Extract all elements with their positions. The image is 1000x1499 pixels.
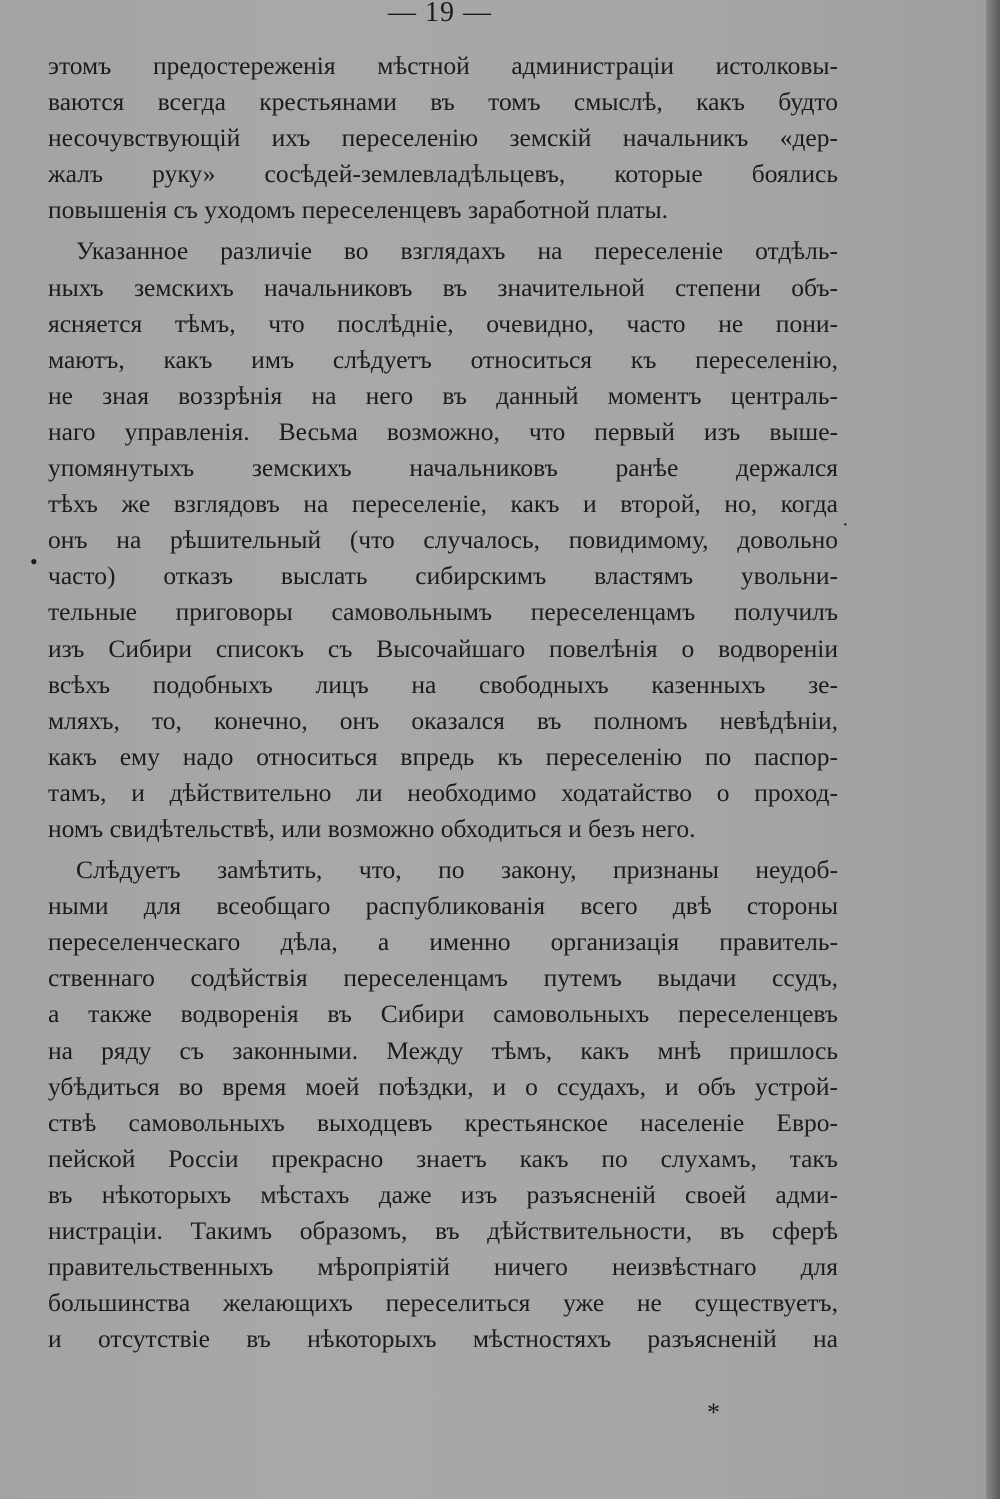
text-line: ственнаго содѣйствія переселенцамъ путемъ выдачи ссудъ,: [48, 963, 838, 993]
margin-bullet-mark: •: [30, 549, 38, 574]
body-text: [48, 48, 838, 1357]
text-line: въ нѣкоторыхъ мѣстахъ даже изъ разъясненій своей адми-: [48, 1179, 838, 1209]
text-line: не зная воззрѣнія на него въ данный моментъ централь-: [48, 380, 838, 410]
text-line: какъ ему надо относиться впредь къ переселенію по паспор-: [48, 741, 838, 771]
margin-dot-mark: ·: [842, 514, 849, 536]
text-line: тамъ, и дѣйствительно ли необходимо ходатайство о проход-: [48, 777, 838, 807]
text-line: тѣхъ же взглядовъ на переселеніе, какъ и второй, но, когда: [48, 489, 838, 519]
text-line: маютъ, какъ имъ слѣдуетъ относиться къ переселенію,: [48, 344, 838, 374]
text-line: изъ Сибири списокъ съ Высочайшаго повелѣнія о водвореніи: [48, 633, 838, 663]
paragraph-start-line: Слѣдуетъ замѣтить, что, по закону, признаны неудоб-: [76, 855, 838, 885]
text-line: жалъ руку» сосѣдей-землевладѣльцевъ, которые боялись: [48, 159, 838, 189]
text-line: ясняется тѣмъ, что послѣдніе, очевидно, часто не пони-: [48, 308, 838, 338]
text-line: а также водворенія въ Сибири самовольныхъ переселенцевъ: [48, 999, 838, 1029]
text-line: наго управленія. Весьма возможно, что первый изъ выше-: [48, 416, 838, 446]
text-line: переселенческаго дѣла, а именно организація правитель-: [48, 927, 838, 957]
text-line: этомъ предостереженія мѣстной администраціи истолковы-: [48, 51, 838, 80]
text-line: несочувствующій ихъ переселенію земскій начальникъ «дер-: [48, 123, 838, 153]
text-line: ными для всеобщаго распубликованія всего двѣ стороны: [48, 891, 838, 921]
page-edge-shadow: [986, 0, 1000, 1499]
text-line: упомянутыхъ земскихъ начальниковъ ранѣе держался: [48, 453, 838, 483]
text-line: мляхъ, то, конечно, онъ оказался въ полномъ невѣдѣніи,: [48, 705, 838, 735]
text-line: часто) отказъ выслать сибирскимъ властямъ увольни-: [48, 561, 838, 591]
text-line: тельные приговоры самовольнымъ переселенцамъ получилъ: [48, 597, 838, 627]
text-line: номъ свидѣтельствѣ, или возможно обходиться и безъ него.: [48, 813, 696, 843]
text-line: и отсутствіе въ нѣкоторыхъ мѣстностяхъ разъясненій на: [48, 1324, 838, 1354]
text-line: ныхъ земскихъ начальниковъ въ значительной степени объ-: [48, 272, 838, 302]
text-line: повышенія съ уходомъ переселенцевъ заработной платы.: [48, 195, 669, 225]
text-line: ваются всегда крестьянами въ томъ смыслѣ, какъ будто: [48, 87, 838, 117]
text-line: на ряду съ законными. Между тѣмъ, какъ мнѣ пришлось: [48, 1035, 838, 1065]
text-line: всѣхъ подобныхъ лицъ на свободныхъ казенныхъ зе-: [48, 669, 838, 699]
text-line: нистраціи. Такимъ образомъ, въ дѣйствительности, въ сферѣ: [48, 1216, 838, 1245]
signature-asterisk-mark: *: [707, 1398, 720, 1427]
text-line: онъ на рѣшительный (что случалось, повидимому, довольно: [48, 525, 838, 555]
text-line: пейской Россіи прекрасно знаетъ какъ по слухамъ, такъ: [48, 1143, 838, 1173]
text-line: ствѣ самовольныхъ выходцевъ крестьянское населеніе Евро-: [48, 1107, 838, 1137]
text-line: большинства желающихъ переселиться уже не существуетъ,: [48, 1288, 838, 1318]
paragraph-start-line: Указанное различіе во взглядахъ на переселеніе отдѣль-: [76, 236, 838, 266]
text-line: правительственныхъ мѣропріятій ничего неизвѣстнаго для: [48, 1252, 838, 1282]
text-line: убѣдиться во время моей поѣздки, и о ссудахъ, и объ устрой-: [48, 1071, 838, 1101]
page-number: — 19 —: [388, 0, 492, 24]
